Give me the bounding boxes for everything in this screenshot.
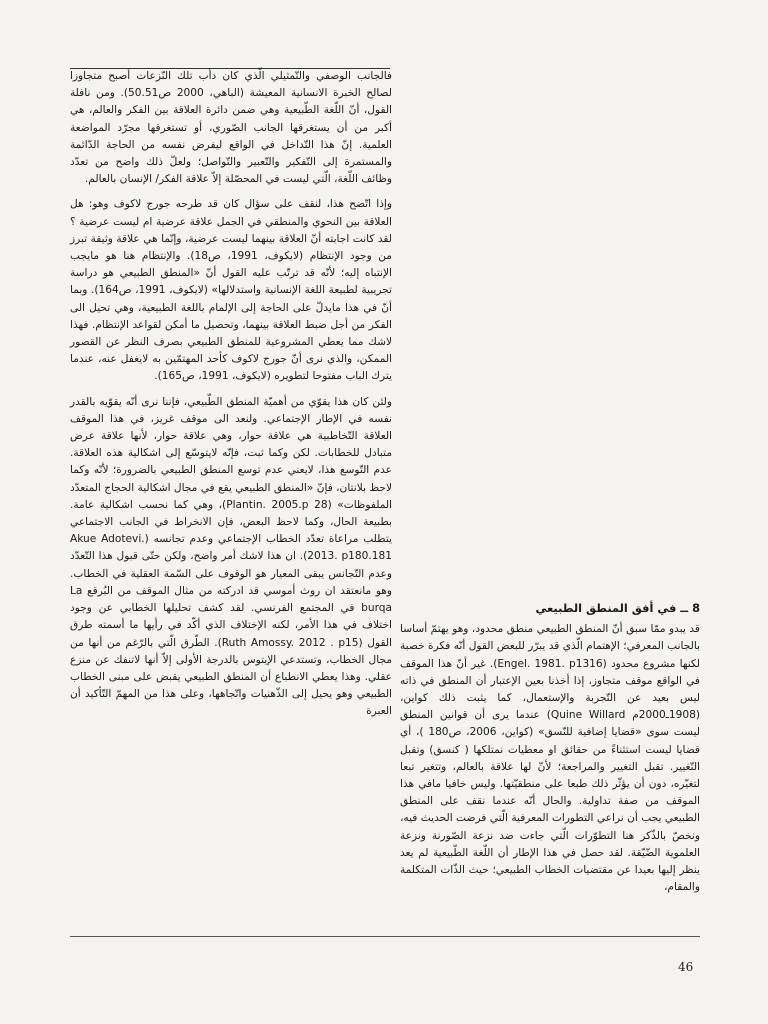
section-heading: 8 ــ في أفق المنطق الطبيعي	[535, 601, 700, 615]
right-column	[400, 600, 700, 936]
paragraph: قد يبدو ممّا سبق أنّ المنطق الطبيعي منطق محدود، وهو يهتمّ أساسا بالجانب المعرفي؛ الإهتمام الّذي قد يبرّر للبعض القول أنّه فكرة خصبة لكنها مشروع محدود (Engel. 1981. p1316). غير أنّ هذا الموقف في الواقع موقف متجاوز، إذا أخذنا بعين الإعتبار أن المنطق في ذاته ليس بعيد عن التّجربة والإستعمال، كما يثبت ذلك كواين، (1908ـ2000م Quine Willard) عندما يرى أن قوانين المنطق ليست سوى «قضايا إضافية للنّسق» (كواين، 2006، ص180 )، أي قضايا ليست استثناءً من حقائق او معطيات نمتلكها ( كنسق) وتقبل التّغيير. تقبل التغيير والمراجعة؛ لأنّ لها علاقة بالعالم، وتتغير تبعا لتغيّره، دون أن يؤثّر ذلك طبعا على منطقيّتها. وليس خافيا مافي هذا الموقف من صفة تداولية. والحال أنّه عندما نقف على المنطق الطبيعي يجب أن نراعي التطورات المعرفية الّتي فرضت الحديث فيه، ونخصّ بالذّكر هنا التطوّرات الّتي جاءت ضد نزعة الصّورنة ونزعة العلموية الضّيّقة. لقد حصل في هذا الإطار أن اللّغة الطّبيعية لم يعد ينظر إليها بعيدا عن مقتضيات الخطاب الطبيعي؛ حيث الذّات المتكلمة والمقام،	[400, 623, 700, 894]
paragraph: وإذا اتّضح هذا، لنقف على سؤال كان قد طرحه جورج لاكوف وهو: هل العلاقة بين النحوي والمنطقي في الجمل علاقة عرضية ام ليست عرضية ؟ لقد كانت اجابته أنّ العلاقة بينهما ليست عرضية، وإنّما هي علاقة وثيقة تبرز من وجود الإنتظام (لايكوف، 1991، ص18). والإنتظام هنا هو مايجب الإنتباه إليه؛ لأنّه قد ترتّب عليه القول أنّ «المنطق الطبيعي هو دراسة تجريبية لطبيعة اللغة الإنسانية واستدلالها» (لايكوف، 1991، ص164). وبما أنّ في هذا مايدلّ على الحاجة إلى الإلمام باللغة الطبيعية، وهي تحيل الى الفكر من أجل ضبط العلاقة بينهما، وتحصيل ما أمكن لقواعد الإنتظام. فهذا لاشك مما يعطي المشروعية للمنطق الطبيعي بصرف النظر عن القصور الممكن، والذي نرى أنّ جورج لاكوف كأحد المهتمّين به لايغفل عنه، عندما يترك الباب مفتوحا لتطويره (لايكوف، 1991، ص165).	[70, 198, 392, 383]
bottom-rule	[70, 936, 700, 937]
left-column	[70, 68, 392, 938]
paragraph: فالجانب الوصفي والتّمثيلي الّذي كان دأب تلك النّزعات أصبح متجاوزا لصالح الخبرة الانسانية المعيشة (الباهي، 2000 ص50.51). ومن نافلة القول، أنّ اللّغة الطّبيعية وهي ضمن دائرة العلاقة بين الفكر والعالم، هي أكبر من أن يستغرقها الجانب الصّوري، أو تستغرقها مجرّد المواضعة العلمية. إنّ هذا التّداخل في الواقع ليفرض نفسه من الحاجة الدّائمة والمستمرة إلى التّفكير والتّعبير والتّواصل؛ ولعلّ ذلك واضح من تعدّد وظائف اللّغة، الّتي ليست في المحصّلة إلاّ علاقة الفكر/ الإنسان بالعالم.	[70, 70, 392, 186]
paragraph: ولئن كان هذا يقوّي من أهميّة المنطق الطّبيعي، فإننا نرى أنّه يقوّيه بالقدر نفسه في الإطار الإجتماعي. ولنعد الى موقف غريز، في هذا الموقف العلاقة التّخاطبية هي علاقة حوار، وهي علاقة حوار، لأنها علاقة عرض متبادل للخطابات. لكن وكما ثبت، فإنّه لايتوسّع إلى اشكالية هذه العلاقة. عدم التّوسع هذا، لايعني عدم توسع المنطق الطبيعي بالضرورة؛ لأنّه وكما لاحظ بلانتان، فإنّ «المنطق الطبيعي يقع في مجال اشكالية الحجاج المتعدّد الملفوظات» (Plantin. 2005.p 28)، وهي كما نحسب اشكالية عامة. بطبيعة الحال، وكما لاحظ البعض، فإن الانخراط في الجانب الاجتماعي يتطلب مراعاة تعدّد الخطاب الإجتماعي وعدم تجانسه (Akue Adotevi. 2013. p180.181). ان هذا لاشك أمر واضح، ولكن حتّى قبول هذا التّعدّد وعدم التّجانس يبقى المعيار هو الوقوف على السّمة العقلية في الخطاب. وهو مانعتقد ان روث أموسي قد ادركته من مثال الموقف من البُرقع La burqa في المجتمع الفرنسي. لقد كشف تحليلها الخطابي عن وجود اختلاف في هذا الأمر، لكنه الإختلاف الذي أكّد في رأيها ما أسمته طرق القول (Ruth Amossy. 2012 . p15). الطّرق الّتي بالرّغم من أنها من مجال الخطاب، وتستدعي الإيتوس بالدرجة الأولى إلاّ أنها لاتنفك عن منزع عقلي. وهذا يعطي الانطباع أن المنطق الطبيعي يقبض على مبنى الخطاب الطبيعي وهو يحيل إلى الذّهنيات واتّجاهها، وعلى هذا من المهمّ التّأكيد أن العبرة	[69, 395, 393, 718]
page-number: 46	[678, 960, 694, 974]
